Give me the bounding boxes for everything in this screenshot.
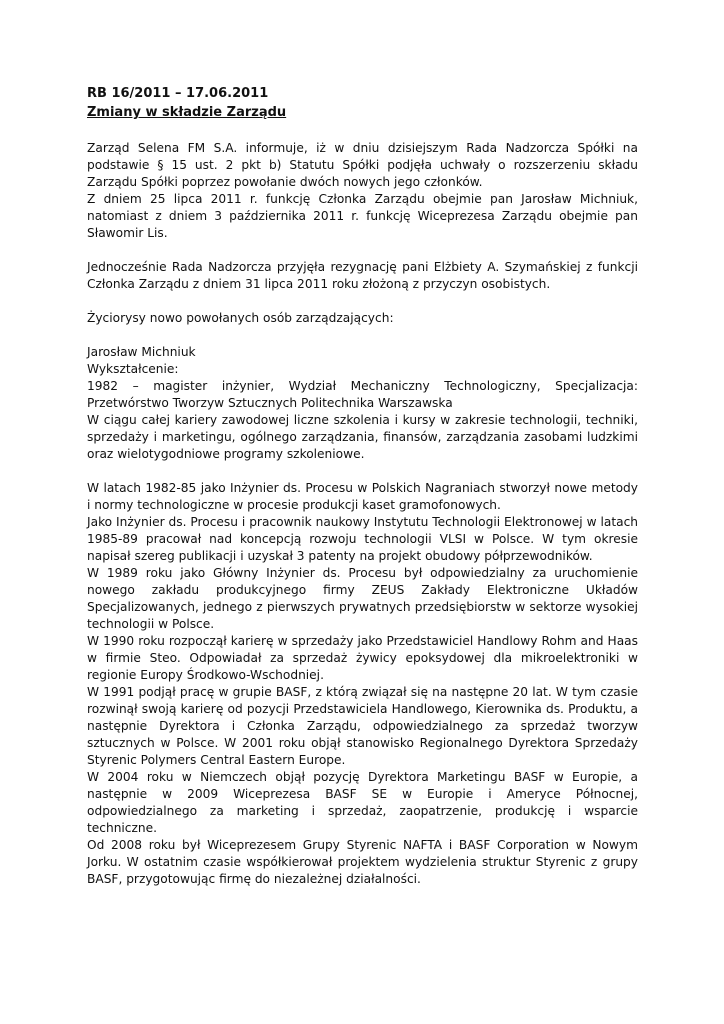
paragraph-career-1985: Jako Inżynier ds. Procesu i pracownik naukowy Instytutu Technologii Elektronowej w latach 1985-89 pracował nad koncepcją rozwoju technologii VLSI w Polsce. W tym okresie napisał szereg publikacji i uzyskał 3 patenty na projekt obudowy półprzewodników. bbox=[87, 515, 638, 563]
paragraph-board-resolution: Zarząd Selena FM S.A. informuje, iż w dniu dzisiejszym Rada Nadzorcza Spółki na podstawie § 15 ust. 2 pkt b) Statutu Spółki podjęła uchwały o rozszerzeniu składu Zarządu Spółki poprzez powołanie dwóch nowych jego członków. bbox=[87, 141, 638, 189]
paragraph-resignation: Jednocześnie Rada Nadzorcza przyjęła rezygnację pani Elżbiety A. Szymańskiej z funkcji Członka Zarządu z dniem 31 lipca 2011 roku złożoną z przyczyn osobistych. bbox=[87, 260, 638, 291]
paragraph-gap bbox=[87, 293, 638, 310]
paragraph-career-2004: W 2004 roku w Niemczech objął pozycję Dyrektora Marketingu BASF w Europie, a następnie w 2009 Wiceprezesa BASF SE w Europie i Ameryce Północnej, odpowiedzialnego za marketing i sprzedaż, zaopatrzenie, produkcję i wsparcie techniczne. bbox=[87, 770, 638, 835]
report-subject-heading: Zmiany w składzie Zarządu bbox=[87, 105, 287, 120]
paragraph-cv-intro: Życiorysy nowo powołanych osób zarządzających: bbox=[87, 311, 394, 325]
paragraph-career-1990: W 1990 roku rozpoczął karierę w sprzedaży jako Przedstawiciel Handlowy Rohm and Haas w firmie Steo. Odpowiadał za sprzedaż żywicy epoksydowej dla mikroelektroniki w regionie Europy Środkowo-Wschodniej. bbox=[87, 634, 638, 682]
paragraph-gap bbox=[87, 242, 638, 259]
paragraph-career-2008: Od 2008 roku był Wiceprezesem Grupy Styrenic NAFTA i BASF Corporation w Nowym Jorku. W ostatnim czasie współkierował projektem wydzielenia struktur Styrenic z grupy BASF, przygotowując firmę do niezależnej działalności. bbox=[87, 838, 638, 886]
paragraph-career-1982: W latach 1982-85 jako Inżynier ds. Procesu w Polskich Nagraniach stworzył nowe metody i normy technologiczne w procesie produkcji kaset gramofonowych. bbox=[87, 481, 638, 512]
paragraph-training: W ciągu całej kariery zawodowej liczne szkolenia i kursy w zakresie technologii, techniki, sprzedaży i marketingu, ogólnego zarządzania, finansów, zarządzania zasobami ludzkimi oraz wielotygodniowe programy szkoleniowe. bbox=[87, 413, 638, 461]
report-number-heading: RB 16/2011 – 17.06.2011 bbox=[87, 86, 269, 101]
paragraph-gap bbox=[87, 327, 638, 344]
paragraph-education-degree: 1982 – magister inżynier, Wydział Mechaniczny Technologiczny, Specjalizacja: Przetwórstwo Tworzyw Sztucznych Politechnika Warszawska bbox=[87, 379, 638, 410]
paragraph-gap bbox=[87, 463, 638, 480]
paragraph-appointments: Z dniem 25 lipca 2011 r. funkcję Członka Zarządu obejmie pan Jarosław Michniuk, natomiast z dniem 3 października 2011 r. funkcję Wiceprezesa Zarządu obejmie pan Sławomir Lis. bbox=[87, 192, 638, 240]
paragraph-person-name: Jarosław Michniuk bbox=[87, 345, 196, 359]
document-page bbox=[87, 84, 638, 888]
paragraph-career-1991: W 1991 podjął pracę w grupie BASF, z którą związał się na następne 20 lat. W tym czasie rozwinął swoją karierę od pozycji Przedstawiciela Handlowego, Kierownika ds. Produktu, a następnie Dyrektora i Członka Zarządu, odpowiedzialnego za sprzedaż tworzyw sztucznych w Polsce. W 2001 roku objął stanowisko Regionalnego Dyrektora Sprzedaży Styrenic Polymers Central Eastern Europe. bbox=[87, 685, 638, 767]
paragraph-education-label: Wykształcenie: bbox=[87, 362, 179, 376]
paragraph-career-1989: W 1989 roku jako Główny Inżynier ds. Procesu był odpowiedzialny za uruchomienie nowego zakładu produkcyjnego firmy ZEUS Zakłady Elektroniczne Układów Specjalizowanych, jednego z pierwszych prywatnych przedsiębiorstw w sektorze wysokiej technologii w Polsce. bbox=[87, 566, 638, 631]
